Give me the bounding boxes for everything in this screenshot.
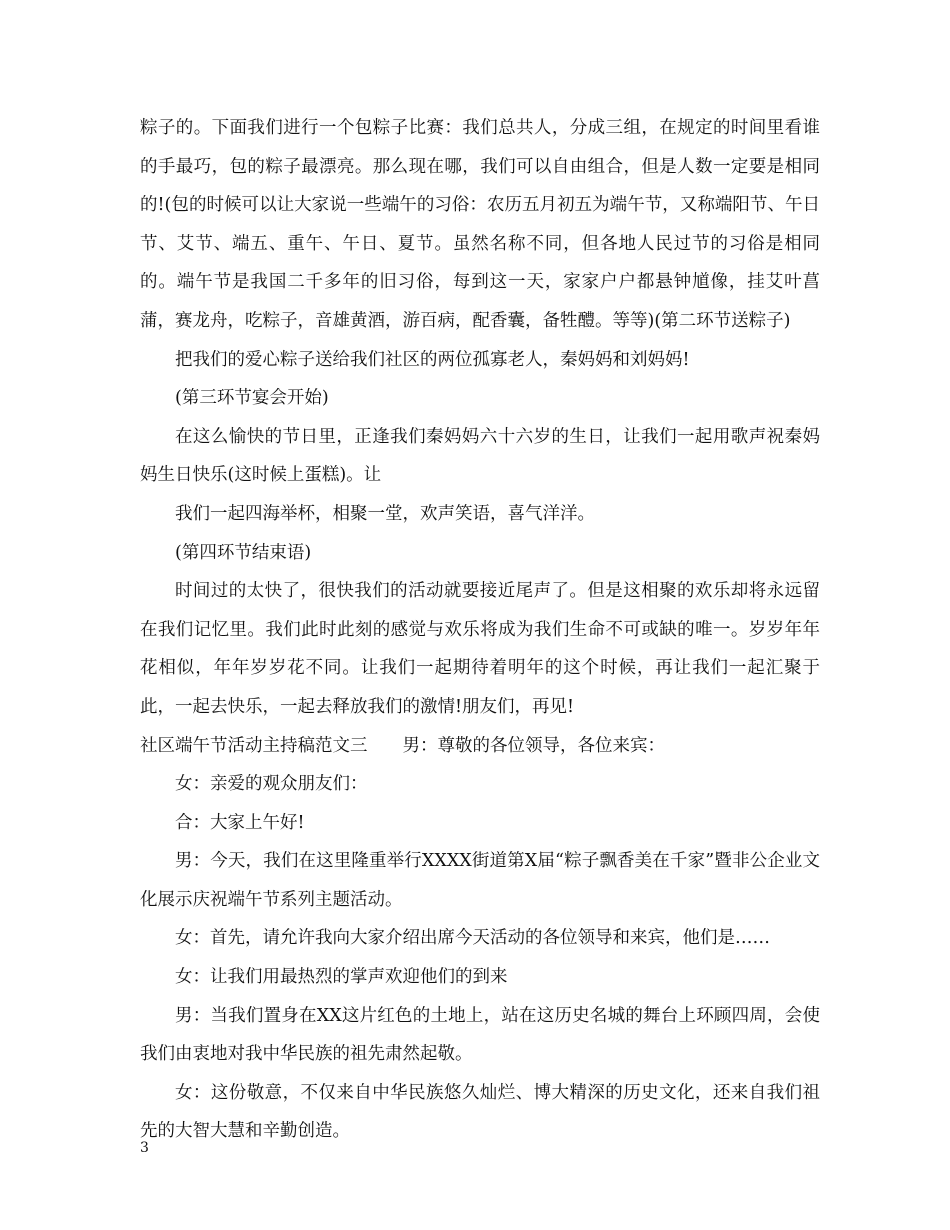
paragraph-14: 男：当我们置身在XX这片红色的土地上，站在这历史名城的舞台上环顾四周，会使我们由衷地对我中华民族的祖先肃然起敬。 bbox=[140, 1005, 820, 1065]
paragraph-9: 女：亲爱的观众朋友们： bbox=[175, 774, 368, 795]
paragraph-11: 男：今天，我们在这里隆重举行XXXX街道第X届“粽子飘香美在千家”暨非公企业文化展示庆祝端午节系列主题活动。 bbox=[140, 851, 820, 910]
page-number: 3 bbox=[140, 1140, 149, 1156]
paragraph-15: 女：这份敬意，不仅来自中华民族悠久灿烂、博大精深的历史文化，还来自我们祖先的大智大慧和辛勤创造。 bbox=[140, 1082, 820, 1142]
paragraph-3: (第三环节宴会开始) bbox=[175, 388, 329, 409]
paragraph-2: 把我们的爱心粽子送给我们社区的两位孤寡老人，秦妈妈和刘妈妈! bbox=[175, 349, 690, 370]
paragraph-5: 我们一起四海举杯，相聚一堂，欢声笑语，喜气洋洋。 bbox=[175, 503, 595, 524]
paragraph-1: 粽子的。下面我们进行一个包粽子比赛：我们总共人，分成三组，在规定的时间里看谁的手最巧，包的粽子最漂亮。那么现在哪，我们可以自由组合，但是人数一定要是相同的!(包的时候可以让大家说一些端午的习俗：农历五月初五为端午节，又称端阳节、午日节、艾节、端五、重午、午日、夏节。虽然名称不同，但各地人民过节的习俗是相同的。端午节是我国二千多年的旧习俗，每到这一天，家家户户都悬钟馗像，挂艾叶菖蒲，赛龙舟，吃粽子，音雄黄酒，游百病，配香囊，备牲醴。等等)(第二环节送粽子) bbox=[140, 118, 820, 331]
paragraph-7: 时间过的太快了，很快我们的活动就要接近尾声了。但是这相聚的欢乐却将永远留在我们记忆里。我们此时此刻的感觉与欢乐将成为我们生命不可或缺的唯一。岁岁年年花相似，年年岁岁花不同。让我们一起期待着明年的这个时候，再让我们一起汇聚于此，一起去快乐，一起去释放我们的激情!朋友们，再见! bbox=[140, 581, 820, 717]
paragraph-12: 女：首先，请允许我向大家介绍出席今天活动的各位领导和来宾，他们是…… bbox=[175, 928, 770, 949]
section-heading-paragraph: 社区端午节活动主持稿范文三 男：尊敬的各位领导，各位来宾： bbox=[140, 735, 665, 756]
document-body bbox=[140, 109, 820, 1151]
paragraph-13: 女：让我们用最热烈的掌声欢迎他们的到来 bbox=[175, 967, 508, 988]
paragraph-6: (第四环节结束语) bbox=[175, 542, 312, 563]
paragraph-10: 合：大家上午好! bbox=[175, 812, 305, 833]
paragraph-4: 在这么愉快的节日里，正逢我们秦妈妈六十六岁的生日，让我们一起用歌声祝秦妈妈生日快乐(这时候上蛋糕)。让 bbox=[140, 426, 820, 486]
